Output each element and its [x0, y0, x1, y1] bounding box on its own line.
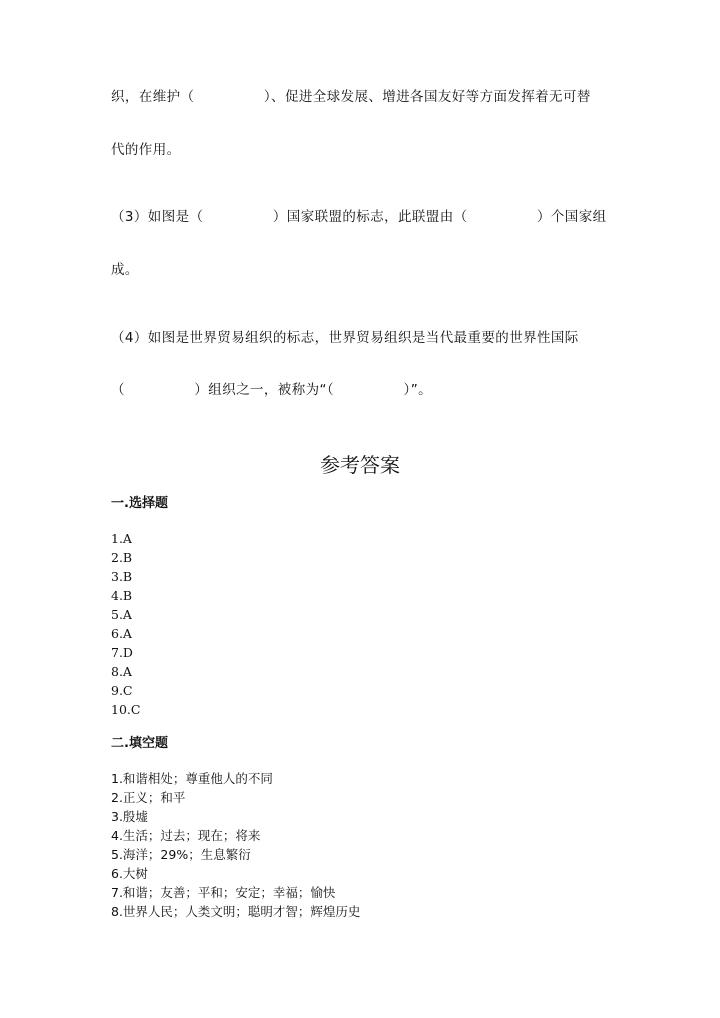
- fill-answer-item: 2.正义；和平: [111, 790, 186, 805]
- question-4-text-line-2: （ ）组织之一，被称为“（ ）”。: [111, 382, 432, 398]
- fill-answer-item: 8.世界人民；人类文明；聪明才智；辉煌历史: [111, 904, 361, 919]
- question-2-text-line-2: 代的作用。: [111, 142, 181, 158]
- choice-answer-item: 2.B: [111, 550, 133, 565]
- choice-answer-item: 7.D: [111, 645, 133, 660]
- fill-answer-list: [111, 770, 360, 922]
- choice-section-heading: 一.选择题: [111, 496, 168, 511]
- fill-answer-item: 1.和谐相处；尊重他人的不同: [111, 771, 273, 786]
- fill-answer-item: 4.生活；过去；现在；将来: [111, 828, 261, 843]
- fill-answer-item: 7.和谐；友善；平和；安定；幸福；愉快: [111, 885, 336, 900]
- choice-answer-item: 3.B: [111, 569, 133, 584]
- question-4-text-line-1: （4）如图是世界贸易组织的标志，世界贸易组织是当代最重要的世界性国际: [111, 330, 579, 346]
- choice-answer-item: 4.B: [111, 588, 133, 603]
- question-3-text-line-2: 成。: [111, 262, 139, 278]
- choice-answer-item: 9.C: [111, 683, 133, 698]
- choice-answer-item: 1.A: [111, 531, 132, 546]
- fill-section-heading: 二.填空题: [111, 736, 168, 751]
- fill-answer-item: 6.大树: [111, 866, 148, 881]
- choice-answer-item: 6.A: [111, 626, 132, 641]
- choice-answer-item: 5.A: [111, 607, 132, 622]
- question-3-text-line-1: （3）如图是（ ）国家联盟的标志，此联盟由（ ）个国家组: [111, 209, 607, 225]
- fill-answer-item: 5.海洋；29%；生息繁衍: [111, 847, 251, 862]
- choice-answer-item: 8.A: [111, 664, 132, 679]
- choice-answer-item: 10.C: [111, 702, 141, 717]
- question-2-text-line-1: 织，在维护（ ）、促进全球发展、增进各国友好等方面发挥着无可替: [111, 89, 591, 105]
- answer-key-title: 参考答案: [320, 453, 400, 477]
- fill-answer-item: 3.殷墟: [111, 809, 148, 824]
- choice-answer-list: [111, 530, 140, 720]
